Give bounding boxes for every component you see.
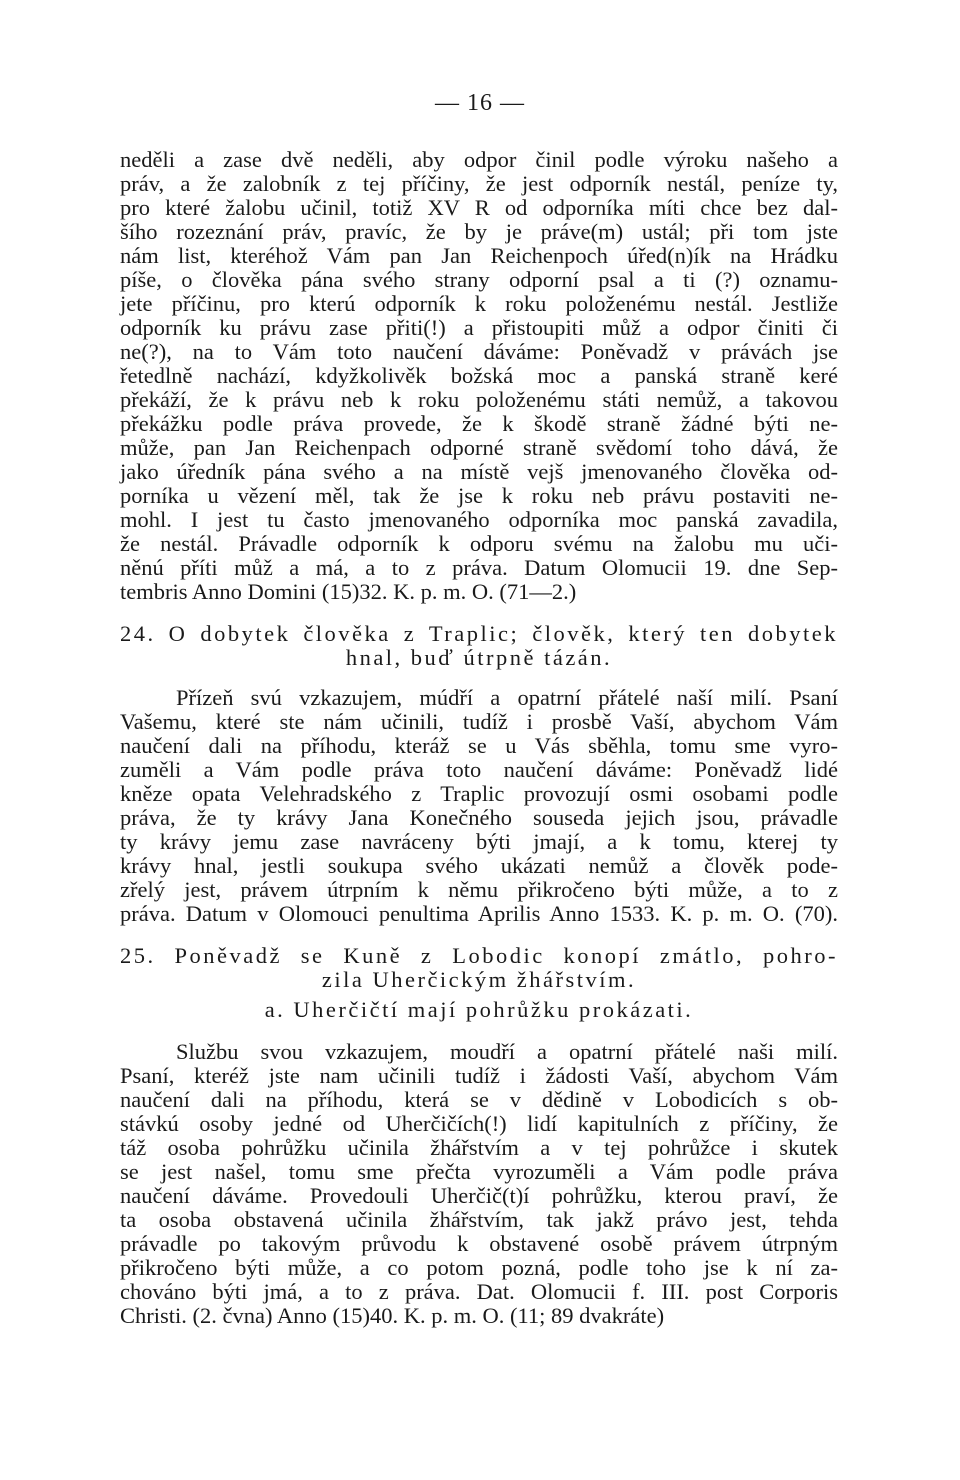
text-line: naučení dali na příhodu, kteráž se u Vás sběhla, tomu sme vyro-: [120, 733, 838, 758]
text-line: ta osoba obstavená učinila žhářstvím, tak jakž právo jest, tehda: [120, 1207, 838, 1232]
section-25-heading: 25. Poněvadž se Kuně z Lobodic konopí zmátlo, pohro-: [120, 943, 838, 968]
text-line: odporník ku právu zase přiti(!) a přistoupiti můž a odpor činiti či: [120, 315, 838, 340]
text-line: porníka u vězení měl, tak že jse k roku neb právu postaviti ne-: [120, 483, 838, 508]
text-line: ne(?), na to Vám toto naučení dáváme: Poněvadž v právách jse: [120, 339, 838, 364]
text-line: že nestál. Právadle odporník k odporu svému na žalobu mu uči-: [120, 531, 838, 556]
page-number: — 16 —: [435, 90, 525, 116]
text-line: neděli a zase dvě neděli, aby odpor činil podle výroku našeho a: [120, 147, 838, 172]
section-24-heading: 24. O dobytek člověka z Traplic; člověk, který ten dobytek: [120, 621, 838, 646]
text-line: naučení dali na příhodu, která se v dědině v Lobodicích s ob-: [120, 1087, 838, 1112]
text-line: se jest našel, tomu sme přečta vyrozuměli a Vám podle práva: [120, 1159, 838, 1184]
text-line: šího rozeznání práv, pravíc, že by je práve(m) ustál; při tom jste: [120, 219, 838, 244]
text-line: překážku podle práva provede, že k škodě straně žádné býti ne-: [120, 411, 838, 436]
section-25-first-line: Službu svou vzkazujem, moudří a opatrní přátelé naši milí.: [176, 1039, 838, 1064]
text-line: jako úředník pána svého a na místě vejš jmenovaného člověka od-: [120, 459, 838, 484]
text-line: přikročeno býti může, a co potom pozná, podle toho jse k ní za-: [120, 1255, 838, 1280]
text-line: kněze opata Velehradského z Traplic provozují osmi osobami podle: [120, 781, 838, 806]
text-line: zuměli a Vám podle práva toto naučení dáváme: Poněvadž lidé: [120, 757, 838, 782]
section-25-subheading: a. Uherčičtí mají pohrůžku prokázati.: [264, 997, 694, 1022]
text-line: Psaní, kteréž jste nam učinili tudíž i žádosti Vaší, abychom Vám: [120, 1063, 838, 1088]
text-line: Vašemu, které ste nám učinili, tudíž i prosbě Vaší, abychom Vám: [120, 709, 838, 734]
text-line: řetedlně nachází, kdyžkolivěk božská moc a panská straně keré: [120, 363, 838, 388]
text-line: táž osoba pohrůžku učinila žhářstvím a v tej pohrůžce i skutek: [120, 1135, 838, 1160]
text-line: naučení dáváme. Provedouli Uherčič(t)í pohrůžku, kterou praví, že: [120, 1183, 838, 1208]
text-line-last: tembris Anno Domini (15)32. K. p. m. O. (71—2.): [120, 579, 577, 604]
text-line: mohl. I jest tu často jmenovaného odporníka moc panská zavadila,: [120, 507, 838, 532]
text-line: právadle po takovým průvodu k obstavené osobě právem útrpným: [120, 1231, 838, 1256]
text-line: chováno býti jmá, a to z práva. Dat. Olomucii f. III. post Corporis: [120, 1279, 838, 1304]
text-line: práva, že ty krávy Jana Konečného souseda jejich jsou, právadle: [120, 805, 838, 830]
text-line: pro které žalobu učinil, totiž XV R od odporníka míti chce bez dal-: [120, 195, 838, 220]
text-line: stávkú osoby jedné od Uherčičích(!) lidí kapitulních z příčiny, že: [120, 1111, 838, 1136]
section-24-heading-cont: hnal, buď útrpně tázán.: [345, 645, 613, 670]
text-line-last: práva. Datum v Olomouci penultima Aprilis Anno 1533. K. p. m. O. (70).: [120, 901, 838, 926]
text-line: zřelý jest, právem útrpním k němu přikročeno býti může, a to z: [120, 877, 838, 902]
text-line: nám list, kteréhož Vám pan Jan Reichenpoch úřed(n)ík na Hrádku: [120, 243, 838, 268]
text-line: práv, a že zalobník z tej příčiny, že jest odporník nestál, peníze ty,: [120, 171, 838, 196]
text-line: krávy hnal, jestli soukupa svého ukázati nemůž a člověk pode-: [120, 853, 838, 878]
text-line: jete příčinu, pro kterú odporník k roku položenému nestál. Jestliže: [120, 291, 838, 316]
section-24-first-line: Přízeň svú vzkazujem, múdří a opatrní přátelé naší milí. Psaní: [176, 685, 838, 710]
text-line: píše, o člověka pána svého strany odporní psal a ti (?) oznamu-: [120, 267, 838, 292]
text-line-last: Christi. (2. čvna) Anno (15)40. K. p. m. O. (11; 89 dvakráte): [120, 1303, 665, 1328]
text-line: může, pan Jan Reichenpach odporné straně svědomí toho dává, že: [120, 435, 838, 460]
section-25-heading-cont: zila Uherčickým žhářstvím.: [321, 967, 637, 992]
text-line: překáží, že k právu neb k roku položenému státi nemůž, a takovou: [120, 387, 838, 412]
text-line: něnú příti můž a má, a to z práva. Datum Olomucii 19. dne Sep-: [120, 555, 838, 580]
text-line: ty krávy jemu zase navráceny býti jmají, a k tomu, kterej ty: [120, 829, 838, 854]
